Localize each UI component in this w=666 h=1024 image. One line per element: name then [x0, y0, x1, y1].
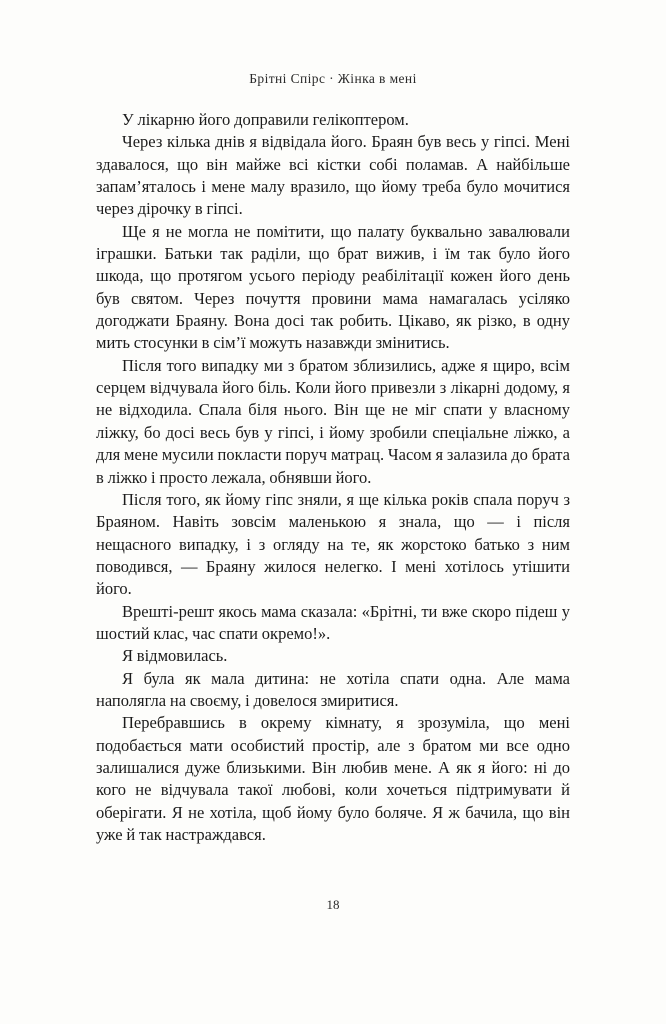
paragraph: Ще я не могла не помітити, що палату буквально завалювали іграшки. Батьки так раділи, що брат вижив, і їм так було його шкода, що протягом усього періоду реабілітації кожен його день був святом. Через почуття провини мама намагалась усіляко догоджати Браяну. Вона досі так робить. Цікаво, як різко, в одну мить стосунки в сім’ї можуть назавжди змінитись.: [96, 221, 570, 353]
paragraph: Я була як мала дитина: не хотіла спати одна. Але мама наполягла на своєму, і довелося змиритися.: [96, 668, 570, 710]
running-header: Брітні Спірс · Жінка в мені: [249, 71, 417, 86]
body-text: [96, 109, 570, 846]
page-number: 18: [326, 897, 340, 912]
paragraph: У лікарню його доправили гелікоптером.: [122, 110, 409, 129]
paragraph: Перебравшись в окрему кімнату, я зрозуміла, що мені подобається мати особистий простір, але з братом ми все одно залишалися дуже близькими. Він любив мене. А як я його: ні до кого не відчувала такої любові, коли хочеться підтримувати й оберігати. Я не хотіла, щоб йому було боляче. Я ж бачила, що він уже й так настраждався.: [96, 713, 570, 844]
paragraph: Через кілька днів я відвідала його. Браян був весь у гіпсі. Мені здавалося, що він майже всі кістки собі поламав. А найбільше запам’яталось і мене малу вразило, що йому треба було мочитися через дірочку в гіпсі.: [96, 132, 570, 219]
paragraph: Врешті-решт якось мама сказала: «Брітні, ти вже скоро підеш у шостий клас, час спати окремо!».: [96, 601, 570, 643]
paragraph: Я відмовилась.: [122, 646, 228, 666]
paragraph: Після того випадку ми з братом зблизились, адже я щиро, всім серцем відчувала його біль. Коли його привезли з лікарні додому, я не відходила. Спала біля нього. Він ще не міг спати у власному ліжку, бо досі весь був у гіпсі, і йому зробили спеціальне ліжко, а для мене мусили покласти поруч матрац. Часом я залазила до брата в ліжко і просто лежала, обнявши його.: [96, 355, 570, 487]
paragraph: Після того, як йому гіпс зняли, я ще кілька років спала поруч з Браяном. Навіть зовсім маленькою я знала, що — і після нещасного випадку, і з огляду на те, як жорстоко батько з ним поводився, — Браяну жилося нелегко. І мені хотілось утішити його.: [96, 489, 570, 599]
